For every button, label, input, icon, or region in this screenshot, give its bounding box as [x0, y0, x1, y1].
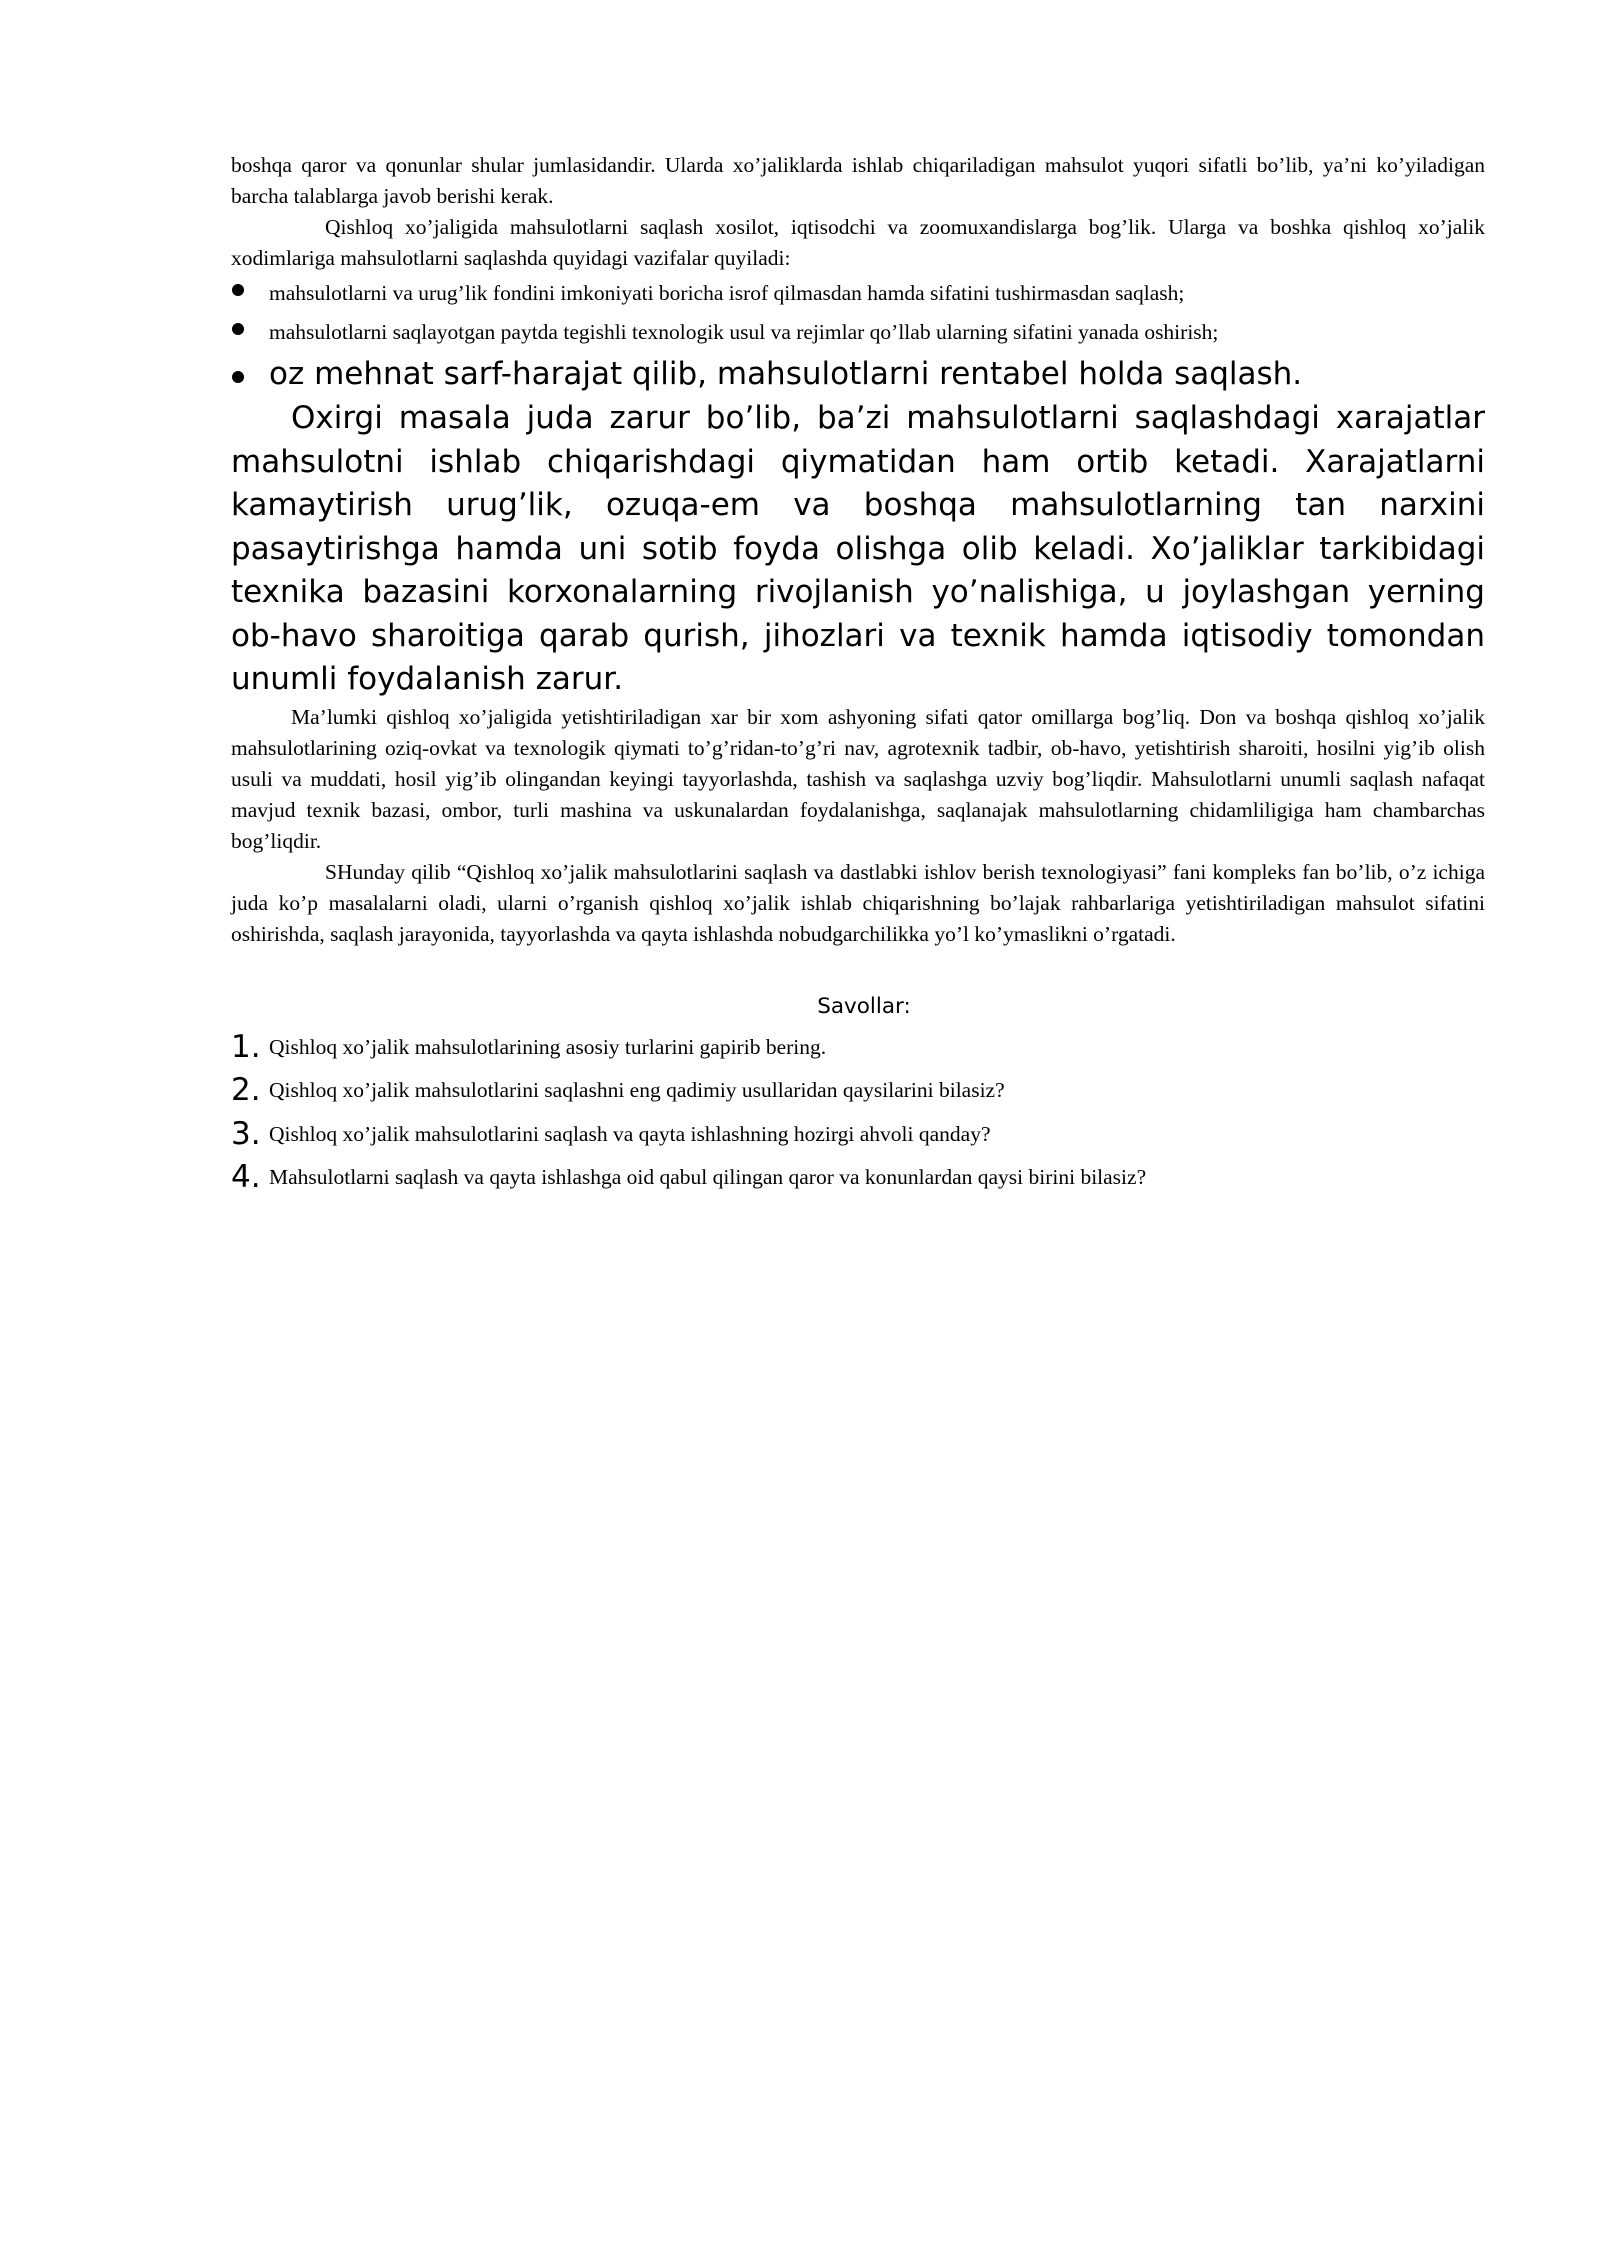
bullet-icon — [232, 371, 244, 383]
questions-heading: Savollar: — [817, 993, 911, 1019]
paragraph-conclusion: SHunday qilib “Qishloq xo’jalik mahsulotlarini saqlash va dastlabki ishlov berish texnologiyasi” fani kompleks fan bo’lib, o’z ichiga juda ko’p masalalarni oladi, ularni o’rganish qishloq xo’jalik ishlab chiqarishning bo’lajak rahbarlariga yetishtiriladigan mahsulot sifatini oshirishda, saqlash jarayonida, tayyorlashda va qayta ishlashda nobudgarchilikka yo’l ko’ymaslikni o’rgatadi. — [231, 859, 1485, 946]
list-item — [231, 352, 1485, 397]
paragraph-quality-factors: Ma’lumki qishloq xo’jaligida yetishtiriladigan xar bir xom ashyoning sifati qator omillarga bog’liq. Don va boshqa qishloq xo’jalik mahsulotlarining oziq-ovkat va texnologik qiymati to’g’ridan-to’g’ri nav, agrotexnik tadbir, ob-havo, yetishtirish sharoiti, hosilni yig’ib olish usuli va muddati, hosil yig’ib olingandan keyingi tayyorlashda, tashish va saqlashga uzviy bog’liqdir. Mahsulotlarni unumli saqlash nafaqat mavjud texnik bazasi, ombor, turli mashina va uskunalardan foydalanishga, saqlanajak mahsulotlarning chidamliligiga ham chambarchas bog’liqdir. — [231, 704, 1485, 853]
question-text: Qishloq xo’jalik mahsulotlarini saqlashni eng qadimiy usullaridan qaysilarini bilasiz? — [269, 1078, 1005, 1102]
paragraph-costs: Oxirgi masala juda zarur bo’lib, ba’zi mahsulotlarni saqlashdagi xarajatlar mahsulotni ishlab chiqarishdagi qiymatidan ham ortib ketadi. Xarajatlarni kamaytirish urug’lik, ozuqa-em va boshqa mahsulotlarning tan narxini pasaytirishga hamda uni sotib foyda olishga olib keladi. Xo’jaliklar tarkibidagi texnika bazasini korxonalarning rivojlanish yo’nalishiga, u joylashgan yerning ob-havo sharoitiga qarab qurish, jihozlari va texnik hamda iqtisodiy tomondan unumli foydalanish zarur. — [231, 400, 1485, 697]
list-item — [231, 1113, 1485, 1157]
list-item — [231, 1069, 1485, 1113]
questions-list — [231, 1026, 1485, 1200]
task-text: mahsulotlarni va urug’lik fondini imkoniyati boricha isrof qilmasdan hamda sifatini tushirmasdan saqlash; — [269, 281, 1185, 305]
list-item — [231, 274, 1485, 313]
question-number: 4. — [231, 1159, 261, 1195]
list-item — [231, 1156, 1485, 1200]
list-item — [231, 1026, 1485, 1070]
paragraph-intro: boshqa qaror va qonunlar shular jumlasidandir. Ularda xo’jaliklarda ishlab chiqariladigan mahsulot yuqori sifatli bo’lib, ya’ni ko’yiladigan barcha talablarga javob berishi kerak. — [231, 153, 1485, 208]
list-item — [231, 313, 1485, 352]
question-text: Mahsulotlarni saqlash va qayta ishlashga oid qabul qilingan qaror va konunlardan qaysi birini bilasiz? — [269, 1165, 1147, 1189]
paragraph-responsibilities: Qishloq xo’jaligida mahsulotlarni saqlash xosilot, iqtisodchi va zoomuxandislarga bog’lik. Ularga va boshka qishloq xo’jalik xodimlariga mahsulotlarni saqlashda quyidagi vazifalar quyiladi: — [231, 215, 1485, 270]
question-text: Qishloq xo’jalik mahsulotlarining asosiy turlarini gapirib bering. — [269, 1034, 827, 1059]
bullet-icon — [232, 323, 244, 335]
document-page — [231, 150, 1485, 1200]
task-text: oz mehnat sarf-harajat qilib, mahsulotlarni rentabel holda saqlash. — [269, 356, 1303, 392]
bullet-icon — [232, 284, 244, 296]
question-text: Qishloq xo’jalik mahsulotlarini saqlash va qayta ishlashning hozirgi ahvoli qanday? — [269, 1121, 991, 1146]
question-number: 3. — [231, 1115, 261, 1152]
task-text: mahsulotlarni saqlayotgan paytda tegishli texnologik usul va rejimlar qo’llab ularning sifatini yanada oshirish; — [269, 320, 1219, 344]
question-number: 1. — [231, 1028, 261, 1065]
task-list — [231, 274, 1485, 397]
question-number: 2. — [231, 1072, 261, 1108]
